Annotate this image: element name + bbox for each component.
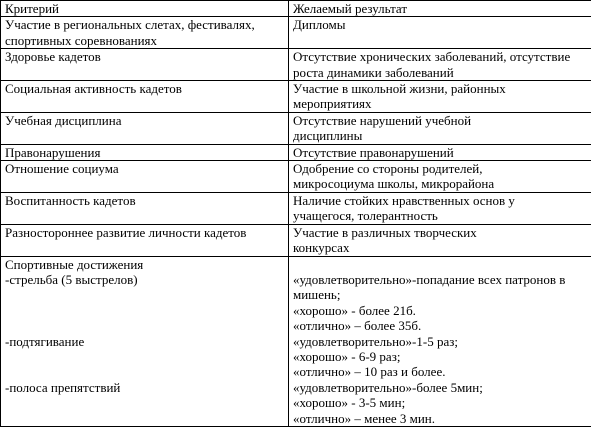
- criterion-cell: [1, 144, 289, 160]
- table-row: [1, 161, 591, 193]
- criterion-line: Учебная дисциплина: [5, 113, 284, 128]
- shooting-label: -стрельба (5 выстрелов): [5, 272, 284, 287]
- table-row: [1, 112, 591, 144]
- criterion-line: Воспитанность кадетов: [5, 193, 284, 208]
- result-line: «хорошо» - 3-5 мин;: [293, 395, 587, 410]
- table-row: [1, 17, 591, 49]
- table-row: [1, 192, 591, 224]
- criterion-line: Отношение социума: [5, 161, 284, 176]
- criterion-line: Разностороннее развитие личности кадетов: [5, 225, 284, 240]
- result-line: Наличие стойких нравственных основ у: [293, 193, 587, 208]
- result-cell: [289, 224, 591, 256]
- result-line: «хорошо» - более 21б.: [293, 303, 587, 318]
- sports-criterion-cell: [1, 256, 289, 426]
- result-line: Отсутствие хронических заболеваний, отсутствие: [293, 49, 587, 64]
- result-line: Одобрение со стороны родителей,: [293, 161, 587, 176]
- result-line: микросоциума школы, микрорайона: [293, 176, 587, 191]
- criterion-cell: [1, 224, 289, 256]
- spacer: [5, 349, 284, 380]
- criterion-line: Правонарушения: [5, 145, 284, 160]
- result-line: мероприятиях: [293, 96, 587, 111]
- criterion-cell: [1, 49, 289, 81]
- result-cell: [289, 17, 591, 49]
- result-line: конкурсах: [293, 240, 587, 255]
- result-cell: [289, 112, 591, 144]
- criterion-line: Здоровье кадетов: [5, 49, 284, 64]
- result-line: роста динамики заболеваний: [293, 65, 587, 80]
- result-line: «удовлетворительно»-более 5мин;: [293, 380, 587, 395]
- result-cell: [289, 192, 591, 224]
- criterion-line: спортивных соревнованиях: [5, 33, 284, 48]
- result-line: Отсутствие правонарушений: [293, 145, 587, 160]
- result-line: «хорошо» - 6-9 раз;: [293, 349, 587, 364]
- criterion-cell: [1, 192, 289, 224]
- obstacle-label: -полоса препятствий: [5, 380, 284, 395]
- result-line: «удовлетворительно»-попадание всех патронов в: [293, 272, 587, 287]
- result-line: Отсутствие нарушений учебной: [293, 113, 587, 128]
- table-row: [1, 81, 591, 113]
- result-line: «отлично» – менее 3 мин.: [293, 411, 587, 426]
- result-line: «удовлетворительно»-1-5 раз;: [293, 334, 587, 349]
- table-header-row: [1, 1, 591, 17]
- spacer: [293, 257, 587, 272]
- result-line: «отлично» – 10 раз и более.: [293, 364, 587, 379]
- result-line: Участие в различных творческих: [293, 225, 587, 240]
- result-line: учащегося, толерантность: [293, 208, 587, 223]
- criterion-cell: [1, 112, 289, 144]
- sports-result-cell: [289, 256, 591, 426]
- result-line: Дипломы: [293, 17, 587, 32]
- criterion-cell: [1, 17, 289, 49]
- result-cell: [289, 144, 591, 160]
- table-row: [1, 224, 591, 256]
- criterion-line: Участие в региональных слетах, фестивалях,: [5, 17, 284, 32]
- result-line: мишень;: [293, 287, 587, 302]
- spacer: [5, 287, 284, 333]
- criterion-cell: [1, 161, 289, 193]
- result-line: дисциплины: [293, 128, 587, 143]
- table-row: [1, 144, 591, 160]
- result-cell: [289, 161, 591, 193]
- table-row: [1, 49, 591, 81]
- sports-row: [1, 256, 591, 426]
- sports-title: Спортивные достижения: [5, 257, 284, 272]
- header-result: Желаемый результат: [289, 1, 591, 17]
- result-cell: [289, 81, 591, 113]
- result-line: Участие в школьной жизни, районных: [293, 81, 587, 96]
- result-line: «отлично» – более 35б.: [293, 318, 587, 333]
- result-cell: [289, 49, 591, 81]
- pullups-label: -подтягивание: [5, 334, 284, 349]
- criterion-line: Социальная активность кадетов: [5, 81, 284, 96]
- criterion-cell: [1, 81, 289, 113]
- header-criterion: Критерий: [1, 1, 289, 17]
